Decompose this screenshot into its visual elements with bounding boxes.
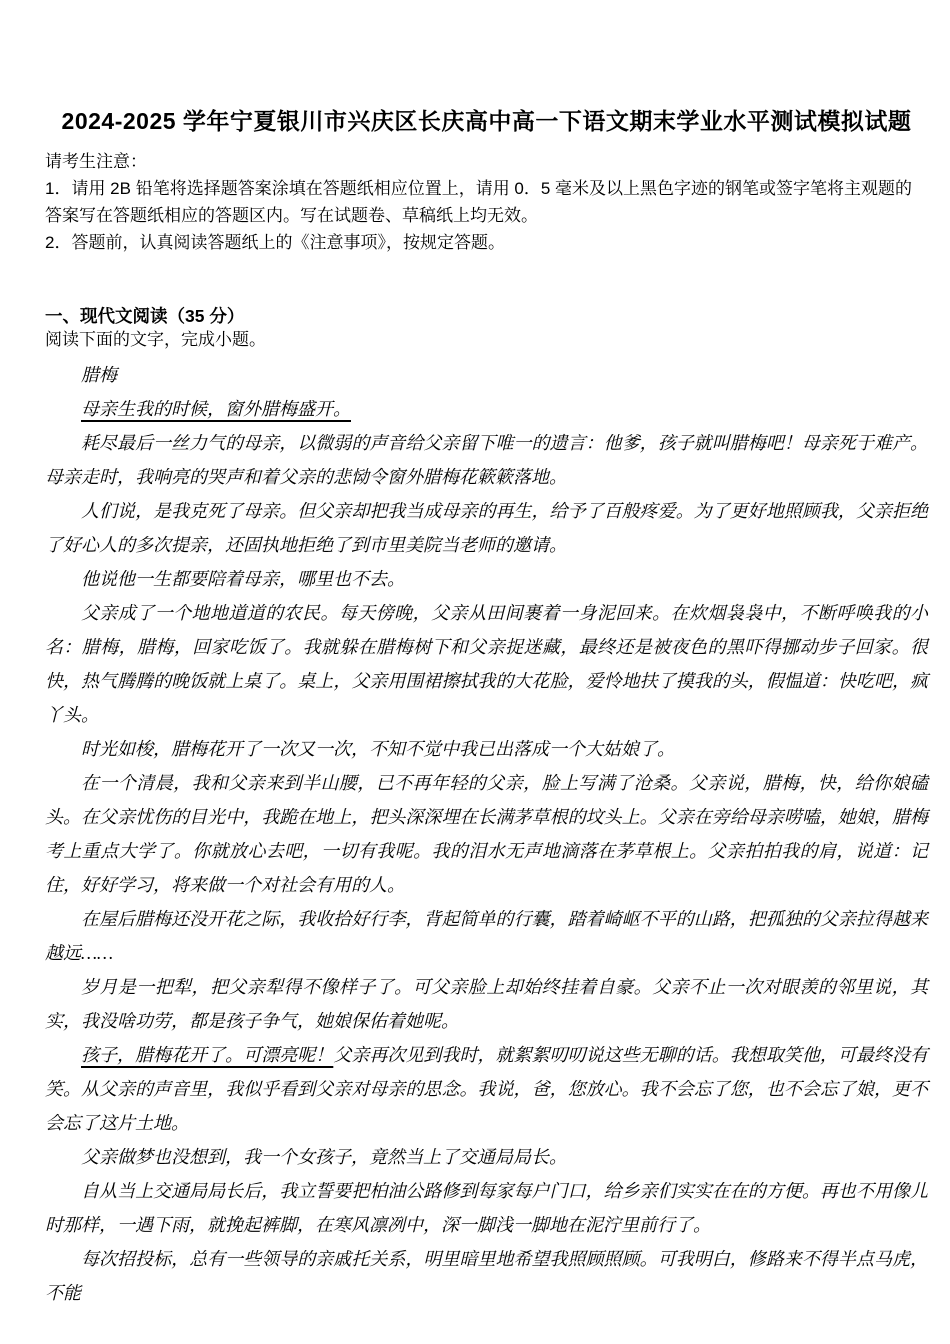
- story-paragraph: [45, 766, 928, 902]
- underlined-passage-text: 母亲生我的时候，窗外腊梅盛开。: [81, 399, 351, 419]
- passage-text: 在屋后腊梅还没开花之际，我收拾好行李，背起简单的行囊，踏着崎岖不平的山路，把孤独的父亲拉得越来越远……: [45, 909, 928, 963]
- section-heading: 一、现代文阅读（35 分）: [45, 306, 245, 326]
- story-paragraph: [45, 1174, 928, 1242]
- story-paragraph: [45, 562, 928, 596]
- story-paragraph: [45, 732, 928, 766]
- passage-text: 岁月是一把犁，把父亲犁得不像样子了。可父亲脸上却始终挂着自豪。父亲不止一次对眼羡的邻里说，其实，我没啥功劳，都是孩子争气，她娘保佑着她呢。: [45, 977, 928, 1031]
- story-paragraph: [45, 494, 928, 562]
- reading-passage: [45, 358, 928, 1310]
- passage-text: 在一个清晨，我和父亲来到半山腰，已不再年轻的父亲，脸上写满了沧桑。父亲说，腊梅，快，给你娘磕头。在父亲忧伤的目光中，我跪在地上，把头深深埋在长满茅草根的坟头上。父亲在旁给母亲唠嗑，她娘，腊梅考上重点大学了。你就放心去吧，一切有我呢。我的泪水无声地滴落在茅草根上。父亲拍拍我的肩，说道：记住，好好学习，将来做一个对社会有用的人。: [45, 773, 928, 895]
- story-paragraph: [45, 426, 928, 494]
- passage-text: 每次招投标，总有一些领导的亲戚托关系，明里暗里地希望我照顾照顾。可我明白，修路来不得半点马虎，不能: [45, 1249, 928, 1303]
- passage-text: 人们说，是我克死了母亲。但父亲却把我当成母亲的再生，给予了百般疼爱。为了更好地照顾我，父亲拒绝了好心人的多次提亲，还固执地拒绝了到市里美院当老师的邀请。: [45, 501, 928, 555]
- notice-item-1: 1．请用 2B 铅笔将选择题答案涂填在答题纸相应位置上，请用 0．5 毫米及以上黑色字迹的钢笔或签字笔将主观题的答案写在答题纸相应的答题区内。写在试题卷、草稿纸上均无效。: [45, 179, 913, 225]
- story-paragraph: [45, 1038, 928, 1140]
- passage-text: 腊梅: [81, 365, 117, 385]
- story-paragraph: [45, 970, 928, 1038]
- passage-text: 父亲成了一个地地道道的农民。每天傍晚，父亲从田间裹着一身泥回来。在炊烟袅袅中，不断呼唤我的小名：腊梅，腊梅，回家吃饭了。我就躲在腊梅树下和父亲捉迷藏，最终还是被夜色的黑吓得挪动步子回家。很快，热气腾腾的晚饭就上桌了。桌上，父亲用围裙擦拭我的大花脸，爱怜地扶了摸我的头，假愠道：快吃吧，疯丫头。: [45, 603, 928, 725]
- story-paragraph: [45, 392, 928, 426]
- section-instruction: 阅读下面的文字，完成小题。: [45, 330, 266, 349]
- passage-text: 自从当上交通局局长后，我立誓要把柏油公路修到每家每户门口，给乡亲们实实在在的方便。再也不用像儿时那样，一遇下雨，就挽起裤脚，在寒风凛冽中，深一脚浅一脚地在泥泞里前行了。: [45, 1181, 928, 1235]
- page-title: 2024-2025 学年宁夏银川市兴庆区长庆高中高一下语文期末学业水平测试模拟试题: [61, 108, 912, 134]
- story-paragraph: [45, 1140, 928, 1174]
- passage-text: 他说他一生都要陪着母亲，哪里也不去。: [81, 569, 405, 589]
- notice-item-2: 2．答题前，认真阅读答题纸上的《注意事项》，按规定答题。: [45, 233, 505, 252]
- passage-text: 父亲再次见到我时，就絮絮叨叨说这些无聊的话。我想取笑他，可最终没有笑。从父亲的声音里，我似乎看到父亲对母亲的思念。我说，爸，您放心。我不会忘了您，也不会忘了娘，更不会忘了这片土地。: [45, 1045, 929, 1133]
- underlined-passage-text: 孩子，腊梅花开了。可漂亮呢！: [81, 1045, 334, 1065]
- candidate-notice: [45, 148, 928, 256]
- story-paragraph: [45, 596, 928, 732]
- passage-text: 耗尽最后一丝力气的母亲，以微弱的声音给父亲留下唯一的遗言：他爹，孩子就叫腊梅吧！母亲死于难产。母亲走时，我响亮的哭声和着父亲的悲恸令窗外腊梅花簌簌落地。: [45, 433, 928, 487]
- passage-text: 父亲做梦也没想到，我一个女孩子，竟然当上了交通局局长。: [81, 1147, 567, 1167]
- story-paragraph: [45, 902, 928, 970]
- notice-heading: 请考生注意：: [45, 152, 147, 171]
- passage-text: 时光如梭，腊梅花开了一次又一次，不知不觉中我已出落成一个大姑娘了。: [81, 739, 675, 759]
- story-paragraph: [45, 1242, 928, 1310]
- story-title: [45, 358, 928, 392]
